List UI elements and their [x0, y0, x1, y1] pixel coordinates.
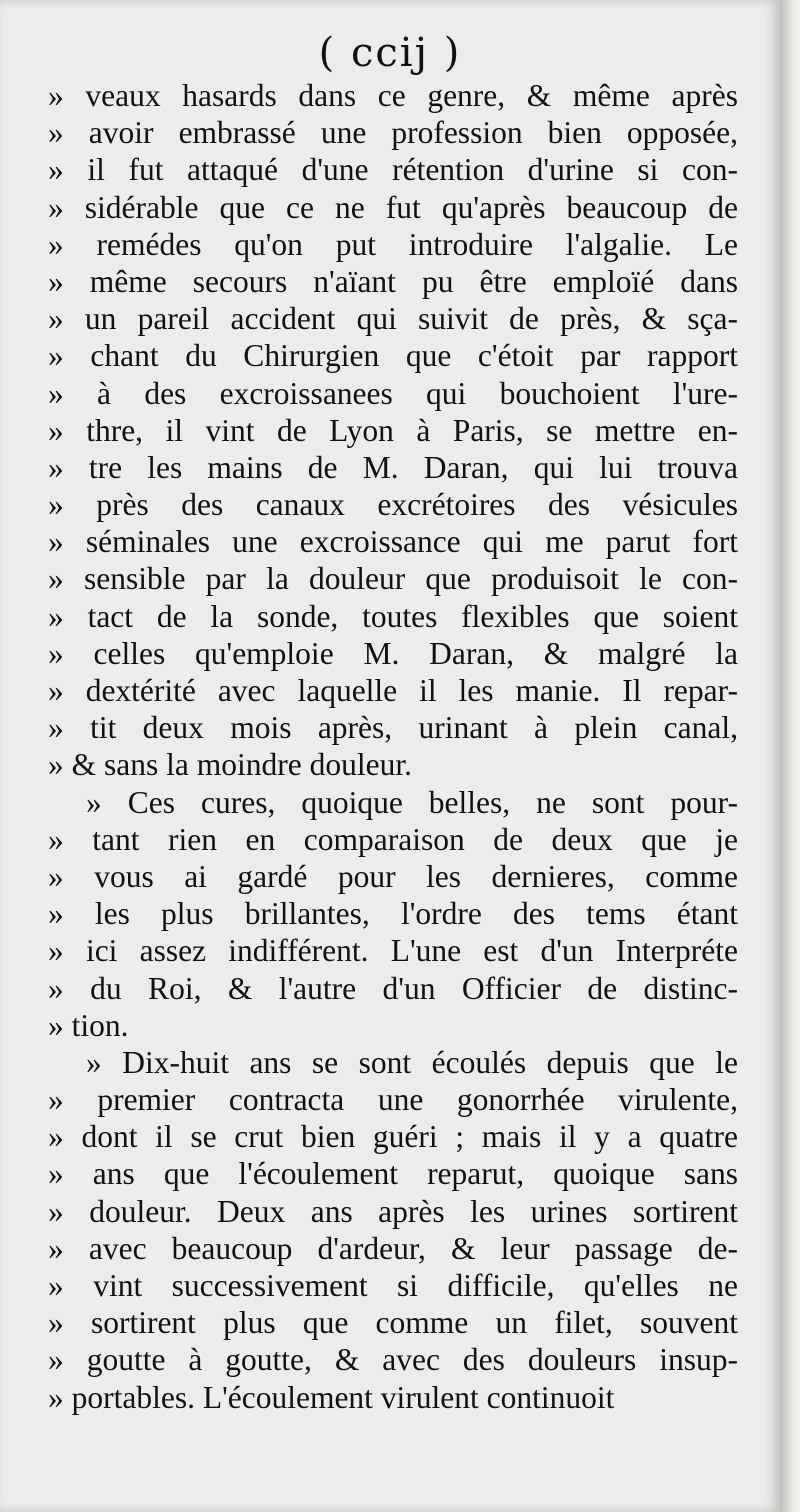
text-line: » portables. L'écoulement virulent continuoit [48, 1379, 615, 1415]
text-line: » chant du Chirurgien que c'étoit par rapport [48, 338, 738, 374]
text-line: » tant rien en comparaison de deux que je [48, 821, 738, 857]
text-line: » veaux hasards dans ce genre, & même après [48, 78, 738, 113]
text-line: » dextérité avec laquelle il les manie. Il repar- [48, 673, 738, 708]
paragraph [48, 1044, 738, 1416]
page-number: ( ccij ) [318, 30, 462, 76]
paragraph [48, 77, 738, 784]
text-line: » avoir embrassé une profession bien opposée, [48, 115, 738, 151]
text-line: » thre, il vint de Lyon à Paris, se mettre en- [48, 412, 738, 448]
text-line: » à des excroissanees qui bouchoient l'ure- [48, 375, 738, 411]
text-line: » près des canaux excrétoires des vésicules [48, 487, 738, 523]
text-line: » un pareil accident qui suivit de près, & sça- [48, 301, 738, 337]
text-line: » goutte à goutte, & avec des douleurs insup- [48, 1342, 738, 1378]
page-text [48, 77, 738, 1416]
text-line: » sortirent plus que comme un filet, souvent [48, 1305, 738, 1341]
text-line: » tion. [48, 1007, 129, 1043]
text-line: » même secours n'aïant pu être emploïé dans [48, 263, 738, 299]
text-line: » vint successivement si difficile, qu'elles ne [48, 1268, 738, 1303]
text-line: » sidérable que ce ne fut qu'après beaucoup de [48, 189, 738, 225]
text-line: » dont il se crut bien guéri ; mais il y a quatre [48, 1119, 738, 1155]
text-line: » avec beaucoup d'ardeur, & leur passage de- [48, 1230, 738, 1266]
text-line: » ans que l'écoulement reparut, quoique sans [48, 1156, 738, 1192]
text-line: » celles qu'emploie M. Daran, & malgré la [48, 635, 738, 671]
text-line: » du Roi, & l'autre d'un Officier de distinc- [48, 970, 738, 1006]
text-line: » séminales une excroissance qui me parut fort [48, 524, 738, 560]
text-line: » tact de la sonde, toutes flexibles que soient [48, 598, 738, 634]
text-line: » remédes qu'on put introduire l'algalie. Le [48, 226, 738, 262]
text-line: » tit deux mois après, urinant à plein canal, [48, 710, 738, 746]
text-line: » Ces cures, quoique belles, ne sont pour- [86, 784, 738, 820]
page-edge [780, 0, 800, 1512]
text-line: » douleur. Deux ans après les urines sortirent [48, 1193, 738, 1229]
text-line: » tre les mains de M. Daran, qui lui trouva [48, 449, 738, 485]
text-line: » sensible par la douleur que produisoit le con- [48, 561, 738, 597]
text-line: » les plus brillantes, l'ordre des tems étant [48, 896, 738, 932]
text-line: » Dix-huit ans se sont écoulés depuis que le [86, 1044, 738, 1080]
text-line: » ici assez indifférent. L'une est d'un Interpréte [48, 933, 738, 969]
text-line: » il fut attaqué d'une rétention d'urine si con- [48, 152, 738, 188]
paragraph [48, 784, 738, 1044]
text-line: » & sans la moindre douleur. [48, 747, 412, 783]
text-line: » vous ai gardé pour les dernieres, comme [48, 858, 738, 894]
text-line: » premier contracta une gonorrhée virulente, [48, 1082, 738, 1118]
